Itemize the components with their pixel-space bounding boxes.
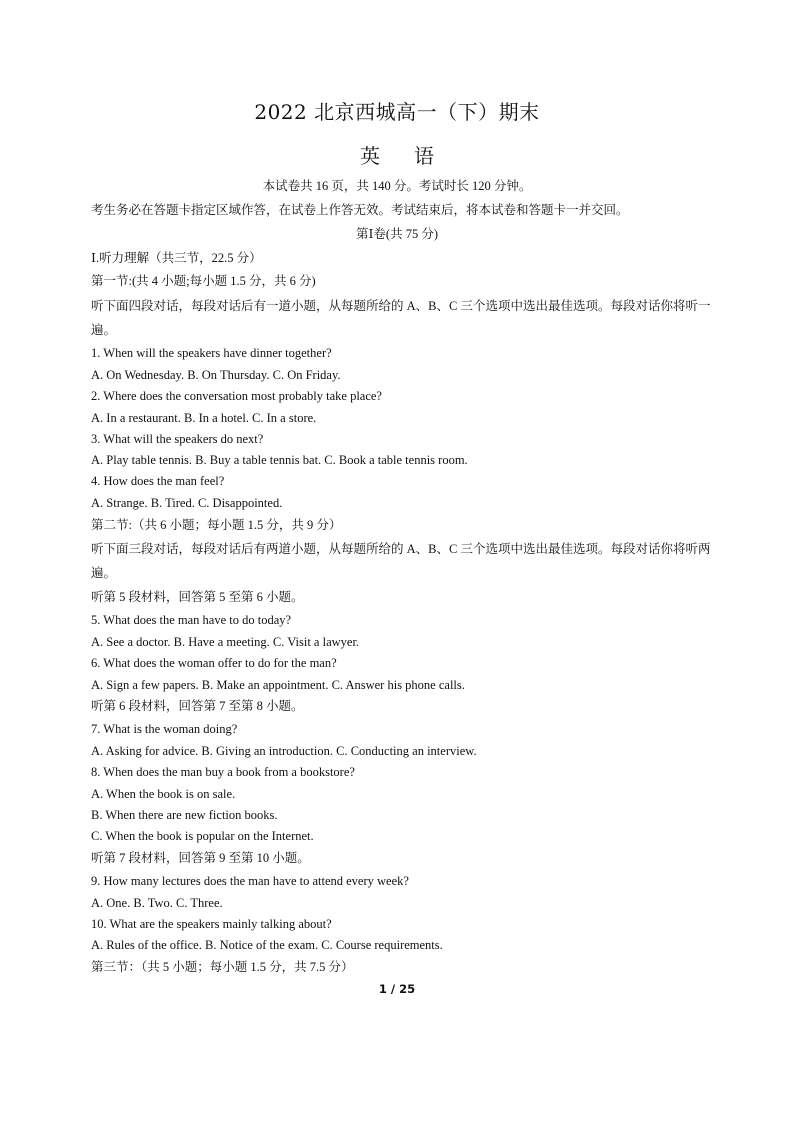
exam-title: 2022 北京西城高一（下）期末 [254,100,540,124]
directions-text: 遍。 [91,323,117,337]
part-heading: 第Ⅰ卷(共 75 分) [355,227,438,241]
question-options: A. Play table tennis. B. Buy a table tennis bat. C. Book a table tennis room. [91,453,468,467]
question-stem: 5. What does the man have to do today? [91,613,292,627]
question-options: A. One. B. Two. C. Three. [91,896,223,910]
exam-notice: 考生务必在答题卡指定区域作答，在试卷上作答无效。考试结束后，将本试卷和答题卡一并交回。 [91,203,629,217]
exam-info: 本试卷共 16 页，共 140 分。考试时长 120 分钟。 [262,179,532,193]
question-options: A. Rules of the office. B. Notice of the exam. C. Course requirements. [91,938,443,952]
question-stem: 3. What will the speakers do next? [91,432,264,446]
material-note: 听第 6 段材料，回答第 7 至第 8 小题。 [91,699,304,713]
section-heading: Ⅰ.听力理解（共三节，22.5 分） [91,251,262,265]
question-stem: 4. How does the man feel? [91,474,225,488]
question-stem: 6. What does the woman offer to do for the man? [91,656,337,670]
subsection-heading: 第三节：（共 5 小题；每小题 1.5 分，共 7.5 分） [91,960,354,974]
question-stem: 2. Where does the conversation most probably take place? [91,389,382,403]
question-options: A. See a doctor. B. Have a meeting. C. Visit a lawyer. [91,635,360,649]
question-option: B. When there are new fiction books. [91,808,278,822]
directions-text: 听下面三段对话，每段对话后有两道小题，从每题所给的 A、B、C 三个选项中选出最佳选项。每段对话你将听两 [91,542,711,556]
page-number: 1 / 25 [378,982,416,996]
directions-text: 遍。 [91,566,117,580]
question-stem: 7. What is the woman doing? [91,722,238,736]
question-stem: 10. What are the speakers mainly talking about? [91,917,332,931]
question-option: A. When the book is on sale. [91,787,236,801]
question-stem: 1. When will the speakers have dinner together? [91,346,332,360]
directions-text: 听下面四段对话，每段对话后有一道小题，从每题所给的 A、B、C 三个选项中选出最佳选项。每段对话你将听一 [91,299,711,313]
question-options: A. Sign a few papers. B. Make an appointment. C. Answer his phone calls. [91,678,465,692]
question-options: A. Strange. B. Tired. C. Disappointed. [91,496,283,510]
question-options: A. On Wednesday. B. On Thursday. C. On Friday. [91,368,341,382]
material-note: 听第 7 段材料，回答第 9 至第 10 小题。 [91,851,310,865]
question-stem: 8. When does the man buy a book from a bookstore? [91,765,355,779]
subject-title: 英语 [360,144,468,168]
subsection-heading: 第一节:(共 4 小题;每小题 1.5 分，共 6 分) [91,274,316,288]
question-options: A. Asking for advice. B. Giving an introduction. C. Conducting an interview. [91,744,477,758]
subsection-heading: 第二节:（共 6 小题；每小题 1.5 分，共 9 分） [91,518,342,532]
question-option: C. When the book is popular on the Internet. [91,829,314,843]
question-options: A. In a restaurant. B. In a hotel. C. In a store. [91,411,317,425]
question-stem: 9. How many lectures does the man have to attend every week? [91,874,409,888]
material-note: 听第 5 段材料，回答第 5 至第 6 小题。 [91,590,304,604]
